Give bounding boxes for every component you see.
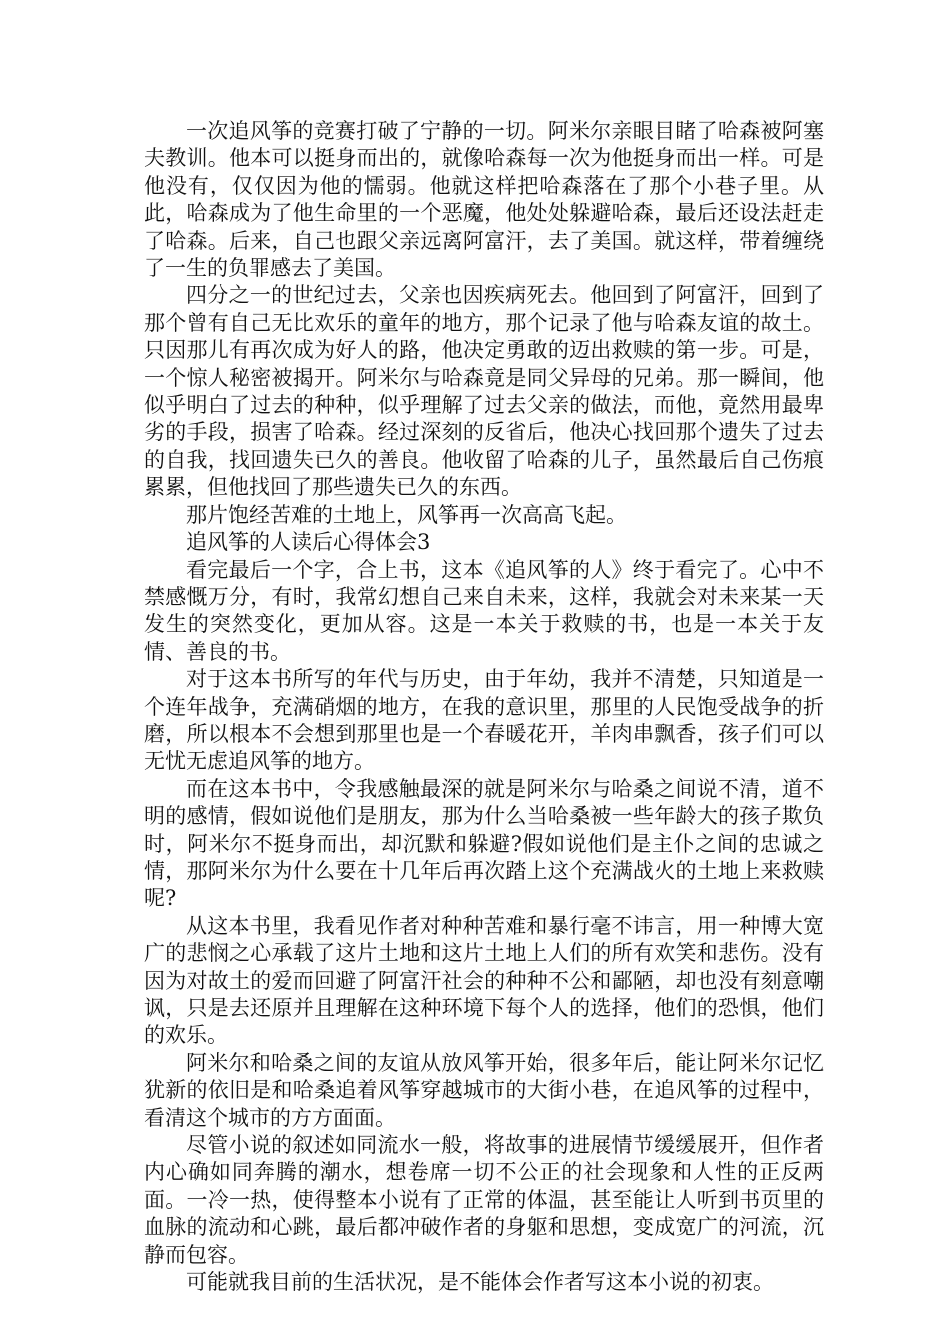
paragraph-5: 看完最后一个字，合上书，这本《追风筝的人》终于看完了。心中不禁感慨万分，有时，我常幻想自己来自未来，这样，我就会对未来某一天发生的突然变化，更加从容。这是一本关于救赎的书，也是一本关于友情、善良的书。: [144, 557, 824, 664]
paragraph-3: 那片饱经苦难的土地上，风筝再一次高高飞起。: [186, 502, 627, 527]
paragraph-8: 从这本书里，我看见作者对种种苦难和暴行毫不讳言，用一种博大宽广的悲悯之心承载了这片土地和这片土地上人们的所有欢笑和悲伤。没有因为对故土的爱而回避了阿富汗社会的种种不公和鄙陋，却也没有刻意嘲讽，只是去还原并且理解在这种环境下每个人的选择，他们的恐惧，他们的欢乐。: [144, 913, 824, 1048]
paragraph-7: 而在这本书中，令我感触最深的就是阿米尔与哈桑之间说不清，道不明的感情，假如说他们是朋友，那为什么当哈桑被一些年龄大的孩子欺负时，阿米尔不挺身而出，却沉默和躲避?假如说他们是主仆之间的忠诚之情，那阿米尔为什么要在十几年后再次踏上这个充满战火的土地上来救赎呢?: [144, 776, 824, 911]
paragraph-2: 四分之一的世纪过去，父亲也因疾病死去。他回到了阿富汗，回到了那个曾有自己无比欢乐的童年的地方，那个记录了他与哈森友谊的故土。只因那儿有再次成为好人的路，他决定勇敢的迈出救赎的第一步。可是，一个惊人秘密被揭开。阿米尔与哈森竟是同父异母的兄弟。那一瞬间，他似乎明白了过去的种种，似乎理解了过去父亲的做法，而他，竟然用最卑劣的手段，损害了哈森。经过深刻的反省后，他决心找回那个遗失了过去的自我，找回遗失已久的善良。他收留了哈森的儿子，虽然最后自己伤痕累累，但他找回了那些遗失已久的东西。: [144, 283, 824, 500]
section-heading: 追风筝的人读后心得体会3: [186, 530, 431, 555]
paragraph-11: 可能就我目前的生活状况，是不能体会作者写这本小说的初衷。: [186, 1270, 774, 1295]
paragraph-10: 尽管小说的叙述如同流水一般，将故事的进展情节缓缓展开，但作者内心确如同奔腾的潮水，想卷席一切不公正的社会现象和人性的正反两面。一冷一热，使得整本小说有了正常的体温，甚至能让人听到书页里的血脉的流动和心跳，最后都冲破作者的身躯和思想，变成宽广的河流，沉静而包容。: [144, 1133, 824, 1267]
document-body: [144, 118, 824, 1296]
paragraph-6: 对于这本书所写的年代与历史，由于年幼，我并不清楚，只知道是一个连年战争，充满硝烟的地方，在我的意识里，那里的人民饱受战争的折磨，所以根本不会想到那里也是一个春暖花开，羊肉串飘香，孩子们可以无忧无虑追风筝的地方。: [144, 667, 824, 774]
paragraph-9: 阿米尔和哈桑之间的友谊从放风筝开始，很多年后，能让阿米尔记忆犹新的依旧是和哈桑追着风筝穿越城市的大街小巷，在追风筝的过程中，看清这个城市的方方面面。: [144, 1050, 824, 1130]
paragraph-1: 一次追风筝的竞赛打破了宁静的一切。阿米尔亲眼目睹了哈森被阿塞夫教训。他本可以挺身而出的，就像哈森每一次为他挺身而出一样。可是他没有，仅仅因为他的懦弱。他就这样把哈森落在了那个小巷子里。从此，哈森成为了他生命里的一个恶魔，他处处躲避哈森，最后还设法赶走了哈森。后来，自己也跟父亲远离阿富汗，去了美国。就这样，带着缠绕了一生的负罪感去了美国。: [144, 119, 824, 281]
